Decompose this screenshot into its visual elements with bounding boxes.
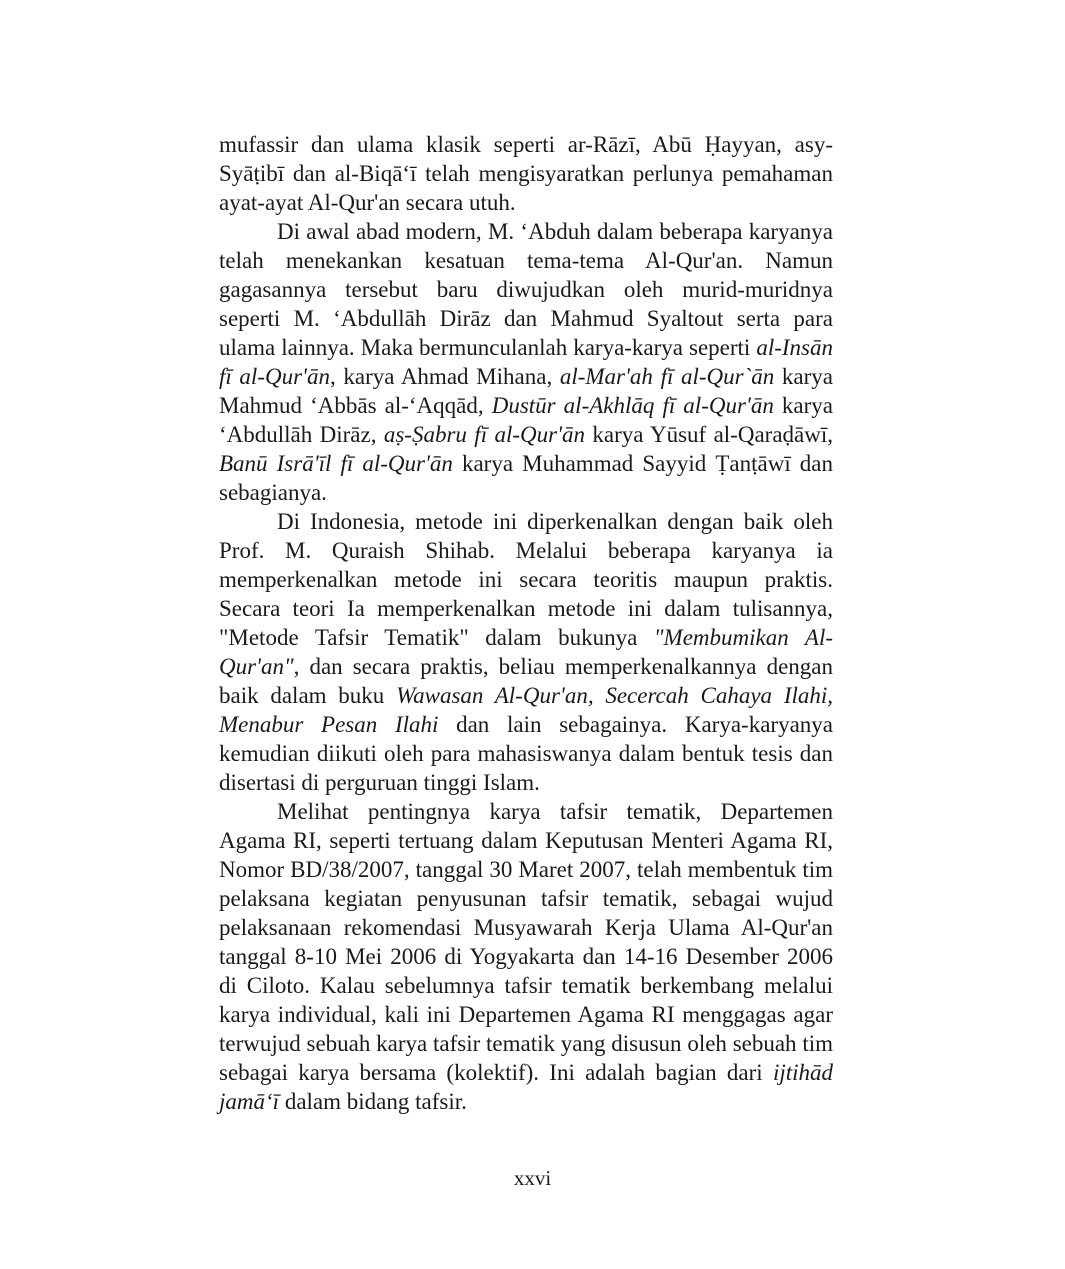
text-run: Di awal abad modern, M. ‘Abduh dalam beberapa karyanya telah menekankan kesatuan tema-tema Al-Qur'an. Namun gagasannya tersebut baru diwujudkan oleh murid-muridnya seperti M. ‘Abdullāh Dirāz dan Mahmud Syaltout serta para ulama lainnya. Maka bermunculanlah karya-karya seperti [219,219,833,360]
text-run: dan lain sebagainya. Karya-karyanya kemudian diikuti oleh para mahasiswanya dalam bentuk tesis dan disertasi di perguruan tinggi Islam. [219,712,833,795]
term-italic: ijtihād jamā‘ī [219,1060,833,1114]
paragraph-1 [219,130,833,217]
book-title: Banū Isrā'īl fī al-Qur'ān [219,451,453,476]
book-title: Wawasan Al-Qur'an, Secercah Cahaya Ilahi, Menabur Pesan Ilahi [219,683,834,737]
text-run: dalam bidang tafsir. [279,1089,467,1114]
text-run: , karya Ahmad Mihana, [329,364,560,389]
body-text [219,130,833,1116]
book-title: "Membumikan Al-Qur'an" [219,625,834,679]
text-run: Di Indonesia, metode ini diperkenalkan dengan baik oleh Prof. M. Quraish Shihab. Melalui beberapa karyanya ia memperkenalkan metode ini secara teoritis maupun praktis. Secara teori Ia memperkenalkan metode ini dalam tulisannya, "Metode Tafsir Tematik" dalam bukunya [219,509,833,650]
text-run: Melihat pentingnya karya tafsir tematik, Departemen Agama RI, seperti tertuang dalam Keputusan Menteri Agama RI, Nomor BD/38/2007, tanggal 30 Maret 2007, telah membentuk tim pelaksana kegiatan penyusunan tafsir tematik, sebagai wujud pelaksanaan rekomendasi Musyawarah Kerja Ulama Al-Qur'an tanggal 8-10 Mei 2006 di Yogyakarta dan 14-16 Desember 2006 di Ciloto. Kalau sebelumnya tafsir tematik berkembang melalui karya individual, kali ini Departemen Agama RI menggagas agar terwujud sebuah karya tafsir tematik yang disusun oleh sebuah tim sebagai karya bersama (kolektif). Ini adalah bagian dari [219,799,833,1085]
text-run: karya Muhammad Sayyid Ṭanṭāwī dan sebagianya. [219,451,833,505]
paragraph-2 [219,217,833,507]
page-number: xxvi [513,1166,552,1190]
book-title: al-Mar'ah fī al-Qur`ān [559,364,775,389]
text-run: karya Yūsuf al-Qaraḍāwī, [585,422,833,447]
text-run: mufassir dan ulama klasik seperti ar-Rāzī, Abū Ḥayyan, asy-Syāṭibī dan al-Biqā‘ī telah mengisyaratkan perlunya pemahaman ayat-ayat Al-Qur'an secara utuh. [219,132,833,215]
text-run: karya Mahmud ‘Abbās al-‘Aqqād, [219,364,834,418]
text-run: , dan secara praktis, beliau memperkenalkannya dengan baik dalam buku [219,654,833,708]
book-title: Dustūr al-Akhlāq fī al-Qur'ān [491,393,774,418]
paragraph-3 [219,507,833,797]
book-title: al-Insān fī al-Qur'ān [219,335,833,389]
paragraph-4 [219,797,833,1116]
book-title: aṣ-Ṣabru fī al-Qur'ān [383,422,585,447]
text-run: karya ‘Abdullāh Dirāz, [219,393,833,447]
